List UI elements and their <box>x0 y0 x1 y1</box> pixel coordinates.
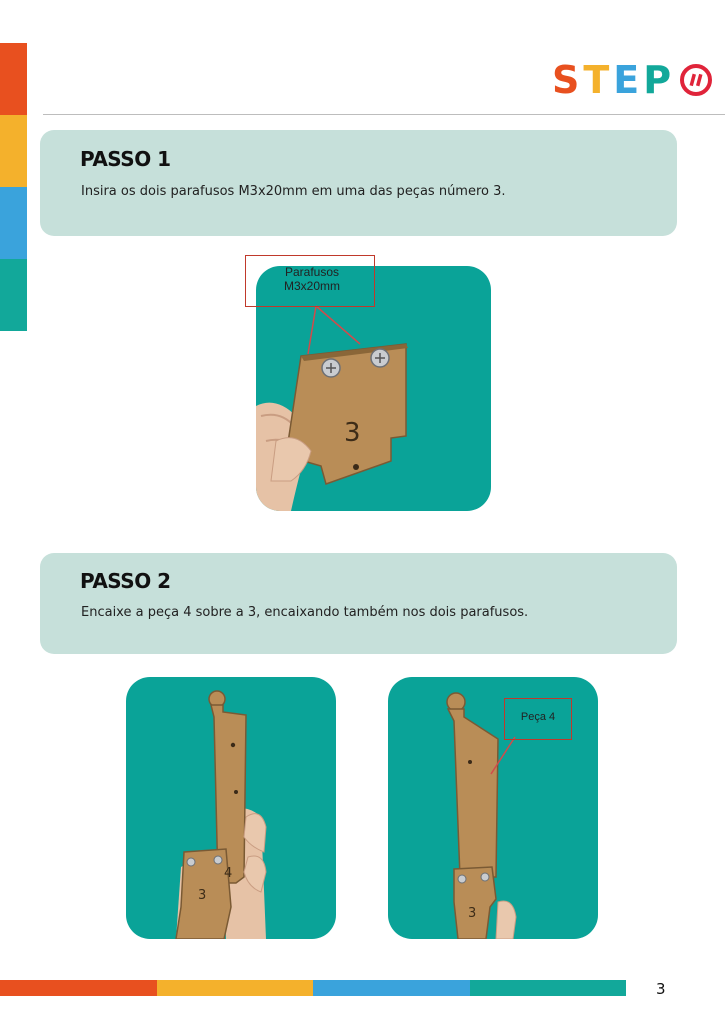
logo-text <box>552 58 676 102</box>
bar-teal <box>470 980 627 996</box>
step-2-callout <box>504 698 572 740</box>
step-logo <box>552 58 713 102</box>
strip-orange <box>0 43 27 115</box>
bar-yellow <box>157 980 314 996</box>
step-2-card <box>40 553 677 654</box>
page-number: 3 <box>656 980 666 998</box>
logo-letter-e: E <box>613 58 644 102</box>
bar-blue <box>313 980 470 996</box>
header-divider <box>43 114 725 115</box>
step-1-title: PASSO 1 <box>80 147 171 171</box>
step-1-part-label: 3 <box>344 418 361 448</box>
side-color-strip <box>0 43 27 331</box>
step-2-left-part-3: 3 <box>198 888 207 903</box>
step-2-photo-left <box>126 677 336 939</box>
strip-teal <box>0 259 27 331</box>
bar-orange <box>0 980 157 996</box>
step-2-right-part-3: 3 <box>468 906 477 921</box>
logo-letter-p: P <box>643 58 676 102</box>
strip-yellow <box>0 115 27 187</box>
step-2-text: Encaixe a peça 4 sobre a 3, encaixando também nos dois parafusos. <box>81 605 529 620</box>
step-1-card <box>40 130 677 236</box>
logo-letter-s: S <box>552 58 584 102</box>
step-1-text: Insira os dois parafusos M3x20mm em uma das peças número 3. <box>81 184 506 199</box>
logo-letter-t: T <box>583 58 614 102</box>
step-2-left-illustration <box>126 677 336 939</box>
logo-badge-icon <box>679 63 713 97</box>
step-2-title: PASSO 2 <box>80 569 171 593</box>
step-2-callout-text: Peça 4 <box>520 711 556 723</box>
step-1-callout-text: Parafusos M3x20mm <box>283 265 340 293</box>
step-2-left-part-4: 4 <box>224 866 233 881</box>
bottom-color-bar <box>0 980 626 996</box>
step-1-callout <box>245 255 375 307</box>
strip-blue <box>0 187 27 259</box>
